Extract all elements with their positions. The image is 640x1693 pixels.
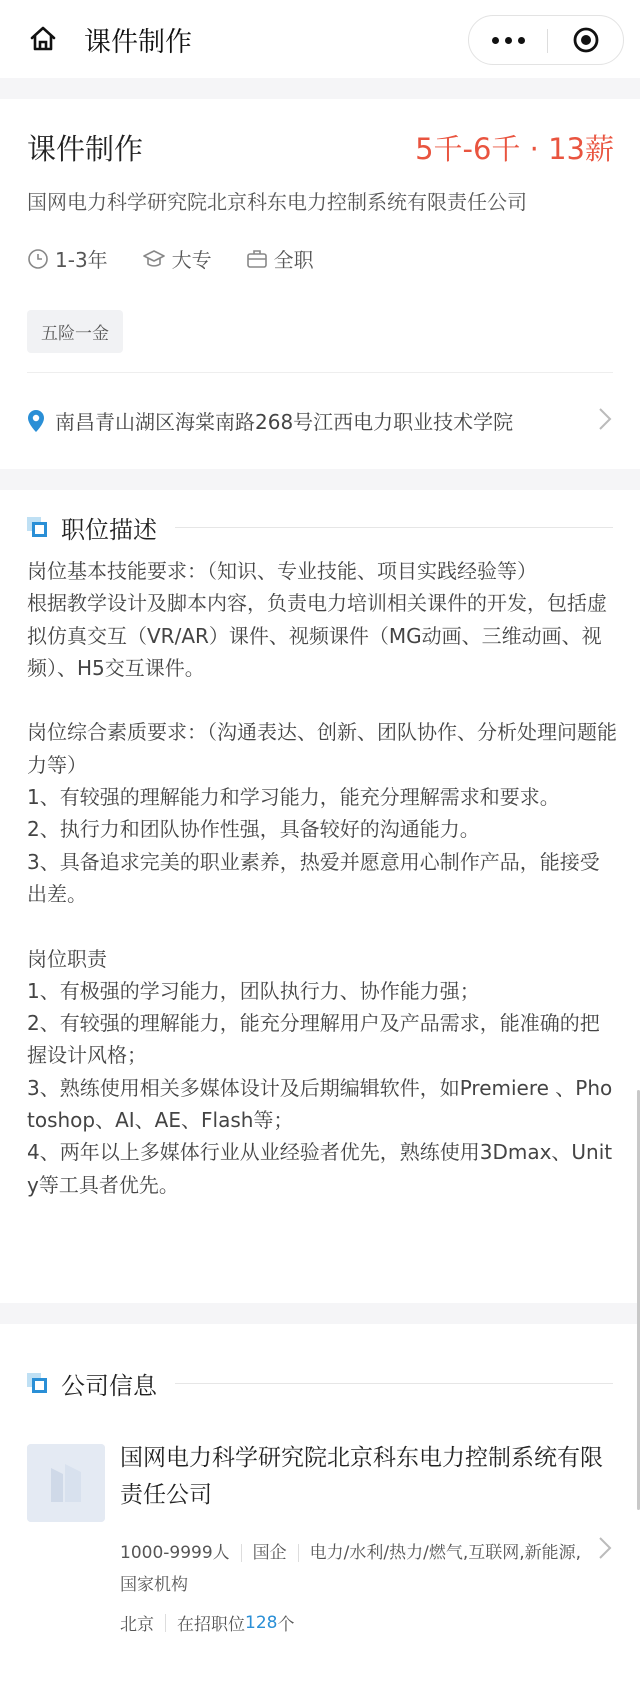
company-logo bbox=[27, 1444, 105, 1522]
experience-tag bbox=[27, 244, 108, 273]
page-title: 课件制作 bbox=[84, 27, 192, 58]
company-name: 国网电力科学研究院北京科东电力控制系统有限责任公司 bbox=[120, 1445, 603, 1508]
clock-icon bbox=[27, 248, 49, 270]
target-icon[interactable] bbox=[547, 16, 625, 64]
location-pin-icon bbox=[27, 409, 45, 433]
description-line bbox=[27, 910, 617, 942]
meta-separator bbox=[298, 1544, 299, 1562]
job-description-card bbox=[0, 490, 640, 1303]
company-size: 1000-9999人 bbox=[120, 1543, 230, 1563]
description-line: 2、有较强的理解能力，能充分理解用户及产品需求，能准确的把握设计风格； bbox=[27, 1011, 600, 1068]
mini-program-capsule bbox=[468, 15, 624, 65]
job-address: 南昌青山湖区海棠南路268号江西电力职业技术学院 bbox=[55, 410, 514, 434]
meta-separator bbox=[241, 1544, 242, 1562]
section-divider bbox=[175, 527, 613, 528]
open-jobs-prefix: 在招职位 bbox=[177, 1615, 245, 1635]
experience-text: 1-3年 bbox=[55, 248, 108, 272]
description-line: 1、有较强的理解能力和学习能力，能充分理解需求和要求。 bbox=[27, 785, 560, 810]
briefcase-icon bbox=[246, 248, 268, 270]
description-line: 3、熟练使用相关多媒体设计及后期编辑软件，如Premiere 、Photoshop、AI、AE、Flash等； bbox=[27, 1075, 613, 1133]
home-icon[interactable] bbox=[28, 24, 58, 54]
job-type-tag bbox=[246, 244, 314, 273]
description-line: 岗位职责 bbox=[27, 946, 107, 971]
job-title: 课件制作 bbox=[27, 132, 144, 166]
section-header bbox=[27, 1366, 613, 1401]
company-industry: 电力/水利/热力/燃气,互联网,新能源,国家机构 bbox=[120, 1543, 582, 1595]
description-line: 岗位基本技能要求：（知识、专业技能、项目实践经验等） bbox=[27, 559, 537, 583]
chevron-right-icon[interactable] bbox=[598, 407, 612, 431]
open-jobs-count[interactable]: 128 bbox=[245, 1612, 278, 1633]
job-description-text bbox=[27, 555, 617, 1201]
description-line: 1、有极强的学习能力，团队执行力、协作能力强； bbox=[27, 978, 480, 1003]
graduation-cap-icon bbox=[142, 248, 166, 270]
description-line: 3、具备追求完美的职业素养，热爱并愿意用心制作产品，能接受出差。 bbox=[27, 849, 600, 906]
section-title: 职位描述 bbox=[61, 516, 157, 544]
education-tag bbox=[142, 244, 212, 273]
welfare-badge: 五险一金 bbox=[27, 310, 123, 353]
job-address-row[interactable] bbox=[27, 406, 513, 435]
job-tags bbox=[27, 244, 348, 273]
description-line bbox=[27, 684, 617, 716]
more-icon[interactable] bbox=[469, 16, 547, 64]
job-type-text: 全职 bbox=[273, 248, 314, 272]
divider bbox=[27, 372, 613, 373]
company-type: 国企 bbox=[252, 1543, 287, 1563]
description-line: 根据教学设计及脚本内容，负责电力培训相关课件的开发，包括虚拟仿真交互（VR/AR）课件、视频课件（MG动画、三维动画、视频）、H5交互课件。 bbox=[27, 591, 607, 680]
meta-separator bbox=[165, 1614, 166, 1632]
description-line: 2、执行力和团队协作性强，具备较好的沟通能力。 bbox=[27, 817, 480, 842]
description-line: 4、两年以上多媒体行业从业经验者优先，熟练使用3Dmax、Unity等工具者优先。 bbox=[27, 1140, 613, 1197]
open-jobs-suffix: 个 bbox=[277, 1615, 295, 1635]
section-icon bbox=[27, 517, 49, 539]
company-meta bbox=[120, 1537, 595, 1601]
navigation-bar bbox=[0, 0, 640, 78]
company-location-row bbox=[120, 1610, 294, 1635]
job-salary: 5千-6千 · 13薪 bbox=[415, 132, 614, 166]
company-city: 北京 bbox=[120, 1615, 154, 1635]
job-summary-card bbox=[0, 99, 640, 469]
education-text: 大专 bbox=[171, 248, 212, 272]
section-icon bbox=[27, 1373, 49, 1395]
chevron-right-icon[interactable] bbox=[598, 1536, 612, 1560]
section-divider bbox=[175, 1383, 613, 1384]
job-company-name: 国网电力科学研究院北京科东电力控制系统有限责任公司 bbox=[27, 190, 527, 214]
section-title: 公司信息 bbox=[61, 1372, 157, 1400]
company-info-card[interactable] bbox=[0, 1324, 640, 1693]
description-line: 岗位综合素质要求：（沟通表达、创新、团队协作、分析处理问题能力等） bbox=[27, 720, 617, 777]
section-header bbox=[27, 510, 613, 545]
